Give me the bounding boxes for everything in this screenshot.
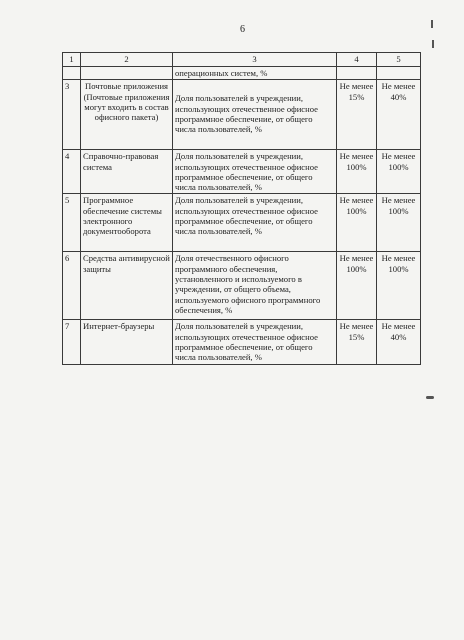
target-value: Не менее 100%	[377, 252, 421, 320]
target-value: Не менее 100%	[377, 150, 421, 194]
base-value: Не менее 15%	[337, 320, 377, 364]
row-number: 7	[63, 320, 81, 364]
software-type: Почтовые приложения (Почтовые приложения могут входить в состав офисного пакета)	[81, 80, 173, 150]
indicator-text: Доля пользователей в учреждении, использующих отечественное офисное программное обеспечение, от общего числа пользователей, %	[173, 80, 337, 150]
indicator-text: Доля отечественного офисного программного обеспечения, установленного и используемого в учреждении, от общего объема, используемого офисного программного обеспечения, %	[173, 252, 337, 320]
target-value: Не менее 100%	[377, 194, 421, 252]
indicator-text: Доля пользователей в учреждении, использующих отечественное офисное программное обеспечение, от общего числа пользователей, %	[173, 150, 337, 194]
row-number: 3	[63, 80, 81, 150]
table-header-row	[63, 53, 421, 67]
base-value: Не менее 100%	[337, 150, 377, 194]
target-value: Не менее 40%	[377, 320, 421, 364]
table-row	[63, 252, 421, 320]
table-row	[63, 320, 421, 364]
indicator-text: Доля пользователей в учреждении, использующих отечественное офисное программное обеспечение, от общего числа пользователей, %	[173, 194, 337, 252]
scan-mark	[432, 40, 434, 48]
row-number: 6	[63, 252, 81, 320]
table-row	[63, 80, 421, 150]
base-value: Не менее 100%	[337, 252, 377, 320]
software-type: Интернет-браузеры	[81, 320, 173, 364]
column-number-5: 5	[377, 53, 421, 67]
table-row-continuation	[63, 67, 421, 80]
row-number: 4	[63, 150, 81, 194]
indicators-table	[62, 52, 421, 365]
row-number: 5	[63, 194, 81, 252]
software-type: Средства антивирусной защиты	[81, 252, 173, 320]
target-value: Не менее 40%	[377, 80, 421, 150]
continuation-cell: операционных систем, %	[173, 67, 337, 80]
indicator-text: Доля пользователей в учреждении, использующих отечественное офисное программное обеспечение, от общего числа пользователей, %	[173, 320, 337, 364]
table-row	[63, 194, 421, 252]
column-number-1: 1	[63, 53, 81, 67]
base-value: Не менее 100%	[337, 194, 377, 252]
scan-mark	[431, 20, 433, 28]
table-row	[63, 150, 421, 194]
column-number-3: 3	[173, 53, 337, 67]
column-number-2: 2	[81, 53, 173, 67]
software-type: Справочно-правовая система	[81, 150, 173, 194]
page-number: 6	[240, 24, 245, 35]
column-number-4: 4	[337, 53, 377, 67]
base-value: Не менее 15%	[337, 80, 377, 150]
software-type: Программное обеспечение системы электронного документооборота	[81, 194, 173, 252]
scan-mark	[426, 396, 434, 399]
